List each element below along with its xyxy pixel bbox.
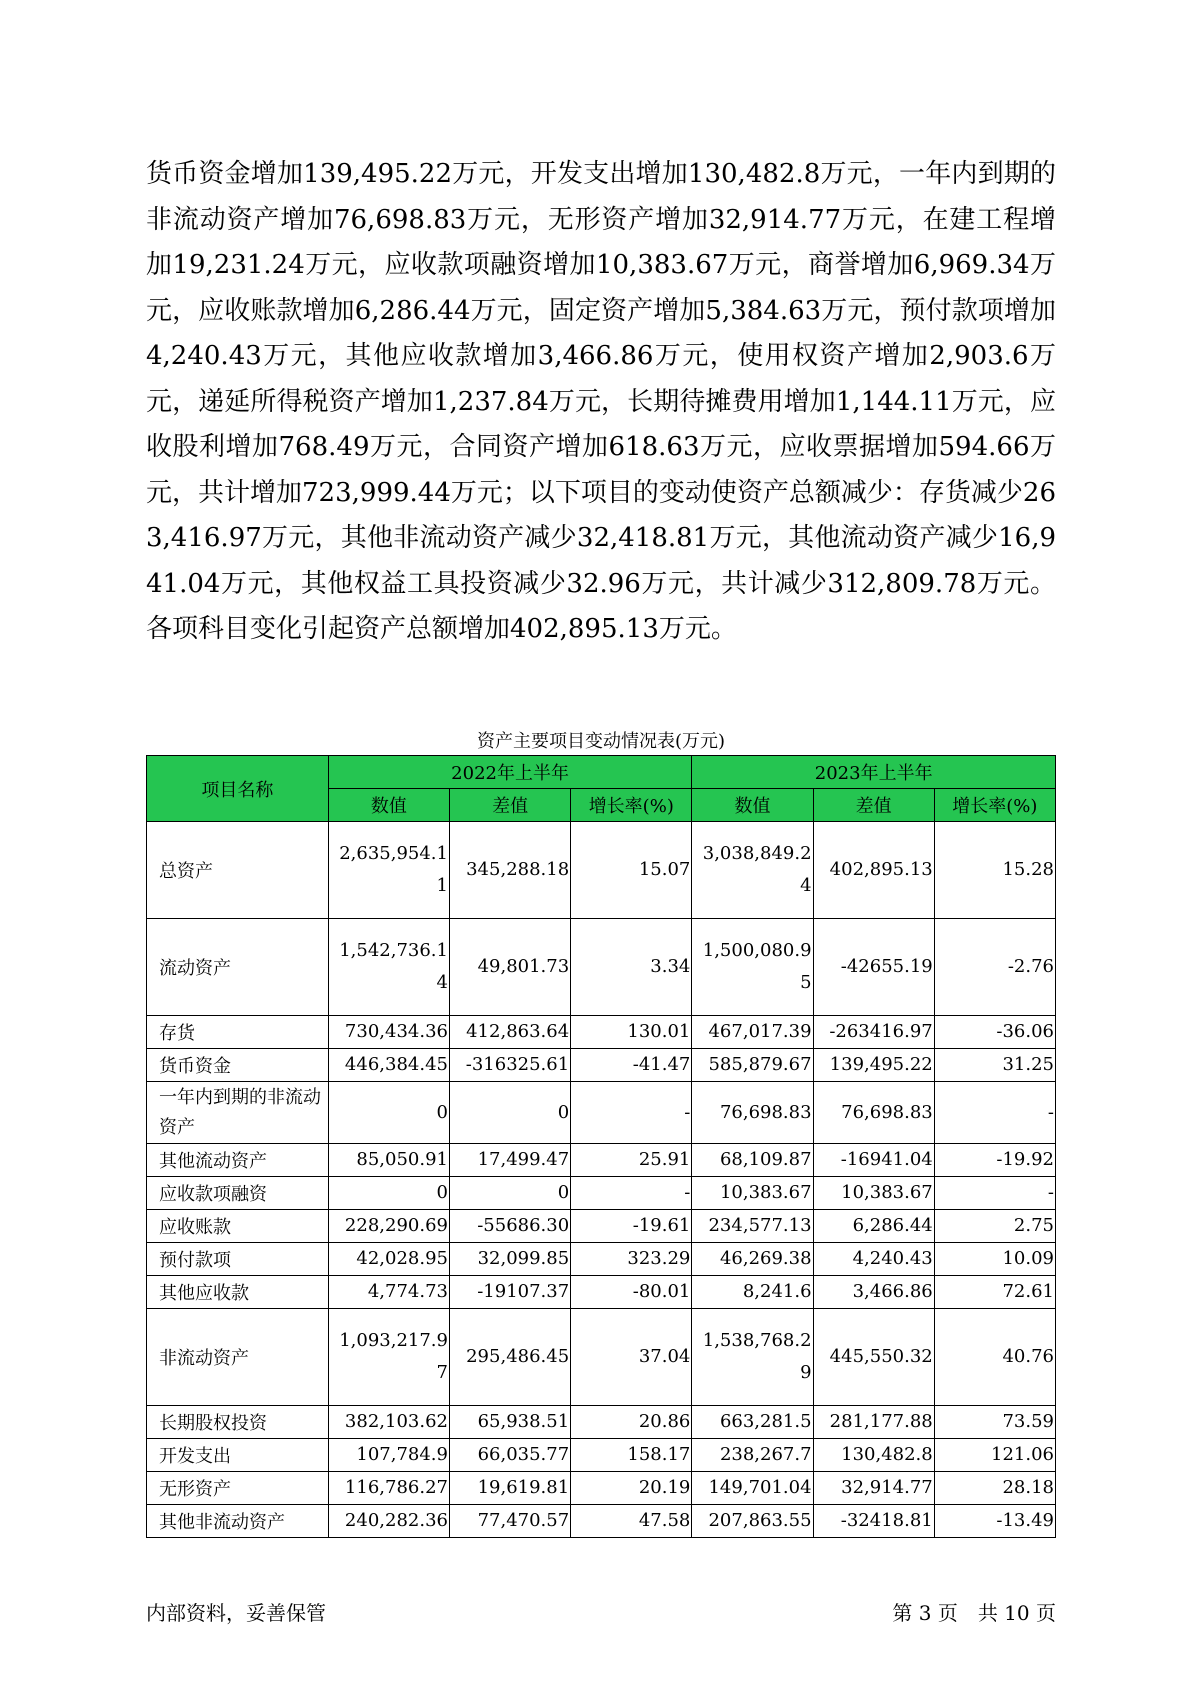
row-item-name: 流动资产 [147, 919, 329, 1016]
row-value-cell: 17,499.47 [449, 1144, 570, 1177]
row-value-cell: 295,486.45 [449, 1309, 570, 1406]
row-value-cell: 323.29 [571, 1243, 692, 1276]
row-item-name: 应收款项融资 [147, 1177, 329, 1210]
row-value-cell: 68,109.87 [692, 1144, 813, 1177]
row-value-cell: 585,879.67 [692, 1049, 813, 1082]
table-row [147, 1243, 1056, 1276]
row-value-cell: -41.47 [571, 1049, 692, 1082]
row-value-cell: 281,177.88 [813, 1406, 934, 1439]
table-row [147, 1082, 1056, 1144]
row-value-cell: 66,035.77 [449, 1439, 570, 1472]
row-value-cell: -19107.37 [449, 1276, 570, 1309]
header-value-2023: 数值 [692, 789, 813, 822]
row-value-cell: 40.76 [934, 1309, 1055, 1406]
row-item-name: 货币资金 [147, 1049, 329, 1082]
row-value-cell: - [571, 1082, 692, 1144]
row-item-name: 非流动资产 [147, 1309, 329, 1406]
row-value-cell: 85,050.91 [328, 1144, 449, 1177]
table-row [147, 1276, 1056, 1309]
row-value-cell: 20.19 [571, 1472, 692, 1505]
header-growth-2022: 增长率(%) [571, 789, 692, 822]
table-row [147, 1439, 1056, 1472]
row-value-cell: 10,383.67 [813, 1177, 934, 1210]
row-value-cell: 382,103.62 [328, 1406, 449, 1439]
row-value-cell: 10.09 [934, 1243, 1055, 1276]
row-value-cell: 0 [449, 1177, 570, 1210]
row-value-cell: 240,282.36 [328, 1505, 449, 1538]
footer-confidential-note: 内部资料，妥善保管 [146, 1601, 326, 1625]
row-value-cell: 32,914.77 [813, 1472, 934, 1505]
row-value-cell: 72.61 [934, 1276, 1055, 1309]
row-value-cell: 65,938.51 [449, 1406, 570, 1439]
row-value-cell: 107,784.9 [328, 1439, 449, 1472]
row-value-cell: 6,286.44 [813, 1210, 934, 1243]
row-value-cell: 32,099.85 [449, 1243, 570, 1276]
row-value-cell: 49,801.73 [449, 919, 570, 1016]
row-value-cell: -263416.97 [813, 1016, 934, 1049]
row-value-cell: 8,241.6 [692, 1276, 813, 1309]
row-value-cell: 46,269.38 [692, 1243, 813, 1276]
row-item-name: 一年内到期的非流动资产 [147, 1082, 329, 1144]
header-diff-2023: 差值 [813, 789, 934, 822]
row-value-cell: - [571, 1177, 692, 1210]
row-value-cell: 73.59 [934, 1406, 1055, 1439]
row-value-cell: -19.61 [571, 1210, 692, 1243]
table-row [147, 1505, 1056, 1538]
row-value-cell: 1,538,768.29 [692, 1309, 813, 1406]
row-value-cell: 47.58 [571, 1505, 692, 1538]
table-row [147, 919, 1056, 1016]
row-item-name: 预付款项 [147, 1243, 329, 1276]
row-value-cell: 467,017.39 [692, 1016, 813, 1049]
table-row [147, 1406, 1056, 1439]
table-caption: 资产主要项目变动情况表(万元) [476, 731, 726, 752]
table-row [147, 1016, 1056, 1049]
row-value-cell: 663,281.5 [692, 1406, 813, 1439]
row-value-cell: 31.25 [934, 1049, 1055, 1082]
row-item-name: 其他流动资产 [147, 1144, 329, 1177]
row-value-cell: -316325.61 [449, 1049, 570, 1082]
header-period-2023: 2023年上半年 [692, 756, 1056, 789]
row-value-cell: 207,863.55 [692, 1505, 813, 1538]
row-value-cell: 3,466.86 [813, 1276, 934, 1309]
row-value-cell: 20.86 [571, 1406, 692, 1439]
row-item-name: 总资产 [147, 822, 329, 919]
row-value-cell: 228,290.69 [328, 1210, 449, 1243]
row-value-cell: 445,550.32 [813, 1309, 934, 1406]
row-value-cell: 37.04 [571, 1309, 692, 1406]
row-value-cell: 1,093,217.97 [328, 1309, 449, 1406]
table-row [147, 822, 1056, 919]
footer-page-number: 第 3 页 共 10 页 [892, 1601, 1056, 1625]
row-value-cell: - [934, 1082, 1055, 1144]
row-value-cell: 15.07 [571, 822, 692, 919]
row-value-cell: 446,384.45 [328, 1049, 449, 1082]
row-item-name: 应收账款 [147, 1210, 329, 1243]
row-value-cell: -19.92 [934, 1144, 1055, 1177]
row-value-cell: 0 [449, 1082, 570, 1144]
row-value-cell: 10,383.67 [692, 1177, 813, 1210]
row-value-cell: 4,774.73 [328, 1276, 449, 1309]
row-value-cell: 730,434.36 [328, 1016, 449, 1049]
header-diff-2022: 差值 [449, 789, 570, 822]
row-value-cell: 158.17 [571, 1439, 692, 1472]
table-row [147, 1144, 1056, 1177]
table-row [147, 1049, 1056, 1082]
row-value-cell: 139,495.22 [813, 1049, 934, 1082]
header-period-2022: 2022年上半年 [328, 756, 692, 789]
row-value-cell: 3,038,849.24 [692, 822, 813, 919]
row-value-cell: 345,288.18 [449, 822, 570, 919]
row-value-cell: 402,895.13 [813, 822, 934, 919]
row-item-name: 其他应收款 [147, 1276, 329, 1309]
row-value-cell: 0 [328, 1177, 449, 1210]
row-item-name: 开发支出 [147, 1439, 329, 1472]
row-value-cell: 76,698.83 [813, 1082, 934, 1144]
row-value-cell: -32418.81 [813, 1505, 934, 1538]
row-value-cell: 15.28 [934, 822, 1055, 919]
row-value-cell: -13.49 [934, 1505, 1055, 1538]
row-value-cell: -16941.04 [813, 1144, 934, 1177]
row-value-cell: 3.34 [571, 919, 692, 1016]
table-row [147, 1177, 1056, 1210]
row-value-cell: -2.76 [934, 919, 1055, 1016]
row-value-cell: 130.01 [571, 1016, 692, 1049]
row-value-cell: 25.91 [571, 1144, 692, 1177]
header-growth-2023: 增长率(%) [934, 789, 1055, 822]
row-value-cell: 238,267.7 [692, 1439, 813, 1472]
row-value-cell: 412,863.64 [449, 1016, 570, 1049]
table-row [147, 1309, 1056, 1406]
table-row [147, 1472, 1056, 1505]
row-value-cell: 2,635,954.11 [328, 822, 449, 919]
row-value-cell: -36.06 [934, 1016, 1055, 1049]
table-row [147, 1210, 1056, 1243]
header-value-2022: 数值 [328, 789, 449, 822]
row-value-cell: 76,698.83 [692, 1082, 813, 1144]
body-paragraph: 货币资金增加139,495.22万元，开发支出增加130,482.8万元，一年内到期的非流动资产增加76,698.83万元，无形资产增加32,914.77万元，在建工程增加19,231.24万元，应收款项融资增加10,383.67万元，商誉增加6,969.34万元，应收账款增加6,286.44万元，固定资产增加5,384.63万元，预付款项增加4,240.43万元，其他应收款增加3,466.86万元，使用权资产增加2,903.6万元，递延所得税资产增加1,237.84万元，长期待摊费用增加1,144.11万元，应收股利增加768.49万元，合同资产增加618.63万元，应收票据增加594.66万元，共计增加723,999.44万元；以下项目的变动使资产总额减少：存货减少263,416.97万元，其他非流动资产减少32,418.81万元，其他流动资产减少16,941.04万元，其他权益工具投资减少32.96万元，共计减少312,809.78万元。各项科目变化引起资产总额增加402,895.13万元。 [146, 159, 1056, 644]
row-value-cell: 116,786.27 [328, 1472, 449, 1505]
row-item-name: 无形资产 [147, 1472, 329, 1505]
row-value-cell: 77,470.57 [449, 1505, 570, 1538]
row-item-name: 存货 [147, 1016, 329, 1049]
row-value-cell: 121.06 [934, 1439, 1055, 1472]
row-value-cell: 4,240.43 [813, 1243, 934, 1276]
row-value-cell: 234,577.13 [692, 1210, 813, 1243]
row-value-cell: 1,500,080.95 [692, 919, 813, 1016]
row-value-cell: -55686.30 [449, 1210, 570, 1243]
row-item-name: 长期股权投资 [147, 1406, 329, 1439]
row-value-cell: 42,028.95 [328, 1243, 449, 1276]
header-item-name: 项目名称 [147, 756, 329, 822]
row-value-cell: 1,542,736.14 [328, 919, 449, 1016]
row-value-cell: 28.18 [934, 1472, 1055, 1505]
row-item-name: 其他非流动资产 [147, 1505, 329, 1538]
row-value-cell: 19,619.81 [449, 1472, 570, 1505]
row-value-cell: 130,482.8 [813, 1439, 934, 1472]
asset-change-table [146, 755, 1056, 1538]
row-value-cell: -80.01 [571, 1276, 692, 1309]
row-value-cell: - [934, 1177, 1055, 1210]
row-value-cell: 149,701.04 [692, 1472, 813, 1505]
row-value-cell: 2.75 [934, 1210, 1055, 1243]
row-value-cell: 0 [328, 1082, 449, 1144]
row-value-cell: -42655.19 [813, 919, 934, 1016]
